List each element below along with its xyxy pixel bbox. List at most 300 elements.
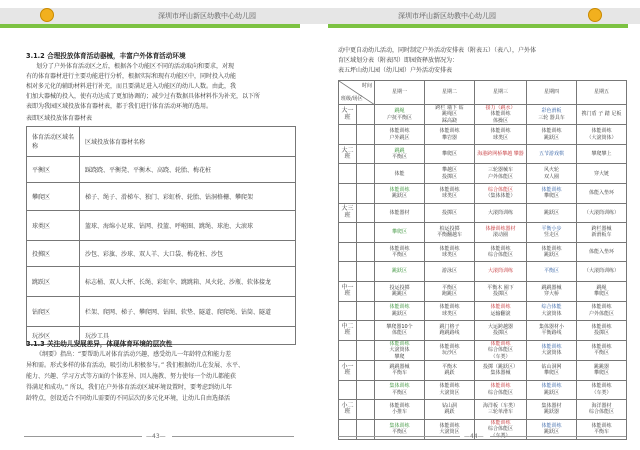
activity-line: 集体器材 xyxy=(541,403,562,410)
activity-line: 跳跃区 xyxy=(543,389,559,396)
schedule-row xyxy=(339,223,627,243)
activity-line: 投掷区 xyxy=(593,330,609,337)
activity-cell xyxy=(577,281,627,301)
page-header: 深圳市坪山新区幼教中心幼儿园 xyxy=(158,12,256,20)
activity-cell xyxy=(577,223,627,243)
activity-line: 五节游戏棋 xyxy=(538,150,564,157)
activity-cell xyxy=(577,242,627,262)
equipment-cell: 标志桶、双人大杯、长绳、彩虹伞、跳跳箱、风火轮、沙瓶、软体接龙 xyxy=(80,267,296,297)
activity-line: 玩沙区 xyxy=(441,350,457,357)
section-heading: 3.1.2 合理投放体育活动器械，丰富户外体育活动环境 xyxy=(26,52,186,60)
activity-cell xyxy=(425,144,475,164)
activity-line: 球类区 xyxy=(492,134,508,141)
activity-cell xyxy=(577,105,627,125)
session-type-cell xyxy=(357,380,375,400)
table-row xyxy=(27,297,296,327)
session-type-cell xyxy=(357,144,375,164)
activity-cell xyxy=(425,223,475,243)
footer-rule xyxy=(490,436,626,437)
session-type-cell xyxy=(357,321,375,341)
activity-line: 平衡路线 xyxy=(541,330,562,337)
schedule-row xyxy=(339,301,627,321)
activity-line: 平衡小步 xyxy=(541,226,562,233)
activity-cell xyxy=(475,105,527,125)
activity-line: 体能训练 xyxy=(591,324,612,331)
activity-line: 平衡区 xyxy=(543,268,559,275)
day-header: 星期四 xyxy=(527,81,577,105)
activity-cell xyxy=(375,360,425,380)
activity-line: （车类） xyxy=(591,389,612,396)
class-name-cell xyxy=(339,223,357,243)
activity-line: 集体训练 xyxy=(389,422,410,429)
activity-line: 柏运投掷 xyxy=(439,226,460,233)
activity-cell xyxy=(475,301,527,321)
activity-cell xyxy=(527,223,577,243)
activity-cell xyxy=(475,125,527,145)
activity-line: （大滚筒训练） xyxy=(583,209,619,216)
class-name-cell xyxy=(339,164,357,184)
activity-line: 攀爬攀上 xyxy=(591,150,612,157)
activity-line: 攀爬区 xyxy=(543,193,559,200)
class-name-cell xyxy=(339,242,357,262)
activity-cell xyxy=(475,380,527,400)
activity-line: 体能训练 xyxy=(490,340,511,347)
activity-line: 攀爬区 xyxy=(391,229,407,236)
activity-line: 投掷区 xyxy=(492,330,508,337)
equipment-cell: 栏架、爬网、梯子、攀爬网、钻圈、软垫、隧道、爬爬绳、钻筒、隧道 xyxy=(80,297,296,327)
page-number: —44— xyxy=(464,433,484,440)
activity-line: 体能训练 xyxy=(541,422,562,429)
activity-cell xyxy=(475,184,527,204)
activity-line: 综合体能区 xyxy=(487,347,513,354)
activity-line: 体能训练 xyxy=(389,186,410,193)
schedule-row xyxy=(339,262,627,282)
class-name-cell xyxy=(339,262,357,282)
activity-cell xyxy=(425,164,475,184)
activity-cell xyxy=(475,262,527,282)
table-caption: 表即区域投放体育器材表 xyxy=(26,115,93,122)
activity-cell xyxy=(425,262,475,282)
schedule-row xyxy=(339,164,627,184)
activity-cell xyxy=(425,125,475,145)
activity-line: 三轮单滑车 xyxy=(487,409,513,416)
activity-line: 海洋板（车类） xyxy=(482,403,518,410)
activity-cell xyxy=(475,281,527,301)
activity-line: 大滚筒区 xyxy=(439,389,460,396)
day-header: 星期三 xyxy=(475,81,527,105)
schedule-corner-cell xyxy=(339,81,375,105)
activity-line: 攀爬区 xyxy=(593,291,609,298)
activity-cell xyxy=(527,360,577,380)
area-cell: 平衡区 xyxy=(27,157,80,183)
activity-line: 运输翻滚 xyxy=(490,310,511,317)
activity-line: 跳跃区 xyxy=(543,252,559,259)
activity-line: 体能训练 xyxy=(591,304,612,311)
activity-line: 体能训练 xyxy=(439,186,460,193)
activity-line: 体能区 xyxy=(391,330,407,337)
schedule-row xyxy=(339,184,627,204)
activity-line: 大滚筒训练 xyxy=(487,209,513,216)
column-header-area: 体育活动区域名称 xyxy=(27,127,80,157)
session-type-cell xyxy=(357,340,375,360)
activity-cell xyxy=(577,262,627,282)
activity-cell xyxy=(375,262,425,282)
activity-line: 体能训练 xyxy=(541,343,562,350)
class-name-cell: 大三班 xyxy=(339,203,357,223)
activity-line: 投运投掷 xyxy=(389,284,410,291)
activity-line: 海洋器材 xyxy=(591,403,612,410)
equipment-cell: 踩跷跷、平衡凳、平衡木、高跷、轮胎、梅花桩 xyxy=(80,157,296,183)
activity-line: 集体器材小 xyxy=(538,324,564,331)
activity-line: 游泳区 xyxy=(441,268,457,275)
activity-cell xyxy=(475,360,527,380)
activity-line: 体能训练 xyxy=(439,343,460,350)
activity-line: 穿大桥 xyxy=(543,291,559,298)
table-row xyxy=(27,241,296,267)
activity-cell xyxy=(527,262,577,282)
activity-line: 携门盾 子 踏 足板 xyxy=(581,111,622,118)
paragraph-line: 们加大器械的投入，使有功达成了更加协调的；减少过有数据具体材料作为补充，以下所 xyxy=(26,93,261,100)
table-row xyxy=(27,157,296,183)
paragraph-line: 表即为我园区域投放体育器材表，都于我们进行体育活动环境的选用。 xyxy=(26,103,213,110)
activity-cell xyxy=(527,203,577,223)
activity-line: 体能训练 xyxy=(591,343,612,350)
activity-cell xyxy=(425,380,475,400)
activity-line: 体能训练 xyxy=(439,383,460,390)
activity-cell xyxy=(375,400,425,420)
activity-cell xyxy=(375,340,425,360)
activity-cell xyxy=(425,105,475,125)
column-header-equipment: 区域投放体育器材名称 xyxy=(80,127,296,157)
activity-cell xyxy=(577,301,627,321)
paragraph-line: 异和需。形式多样的体育活动，吸引幼儿积极参与。” 我们根据幼儿在发展、水平、 xyxy=(26,362,245,369)
activity-line: 双人圈 xyxy=(543,173,559,180)
activity-line: 大滚筒体 xyxy=(541,310,562,317)
activity-line: 体能训练 xyxy=(389,403,410,410)
activity-line: 跳跃 xyxy=(444,409,455,416)
activity-cell xyxy=(577,360,627,380)
activity-line: 体能训练 xyxy=(389,304,410,311)
activity-cell xyxy=(527,321,577,341)
page-number: —43— xyxy=(146,433,166,440)
activity-line: （大滚筒训练） xyxy=(583,268,619,275)
school-logo-icon xyxy=(40,8,54,22)
session-type-cell xyxy=(357,262,375,282)
activity-line: 体能器材 xyxy=(389,209,410,216)
session-type-cell xyxy=(357,301,375,321)
area-cell: 投掷区 xyxy=(27,241,80,267)
activity-cell xyxy=(577,184,627,204)
activity-line: 攀越区 xyxy=(441,167,457,174)
session-type-cell xyxy=(357,164,375,184)
activity-line: 跳跃器 xyxy=(543,409,559,416)
activity-line: 投掷区 xyxy=(492,291,508,298)
class-name-cell: 小一班 xyxy=(339,360,357,380)
activity-line: 体能训练 xyxy=(490,383,511,390)
activity-schedule-table xyxy=(338,80,627,440)
activity-cell xyxy=(475,242,527,262)
activity-line: 户外跳区 xyxy=(389,134,410,141)
schedule-row xyxy=(339,380,627,400)
activity-line: 跨栏 墙下 钻 xyxy=(435,105,464,111)
activity-cell xyxy=(375,301,425,321)
activity-line: 攀爬区 xyxy=(593,370,609,377)
activity-line: 大滚筒训练 xyxy=(487,268,513,275)
activity-line: 体能训练 xyxy=(490,128,511,135)
activity-line: 户抚平衡区 xyxy=(386,114,412,121)
activity-line: 投掷区 xyxy=(441,173,457,180)
activity-line: 攀爬区 xyxy=(543,370,559,377)
activity-line: 跳跃区 xyxy=(543,429,559,436)
activity-cell xyxy=(425,242,475,262)
corner-class-label: 班级/场区 xyxy=(341,95,363,102)
activity-line: 滚动圈 xyxy=(492,232,508,239)
activity-cell xyxy=(375,223,425,243)
activity-line: 户外体能区 xyxy=(487,173,513,180)
activity-cell xyxy=(375,281,425,301)
session-type-cell xyxy=(357,360,375,380)
activity-cell xyxy=(425,340,475,360)
activity-line: 钻山洞 xyxy=(441,403,457,410)
activity-cell xyxy=(425,281,475,301)
class-name-cell xyxy=(339,380,357,400)
activity-line: 跳跳器械 xyxy=(541,284,562,291)
paragraph-line: 能力、兴趣、学习方式等方面的个体差异、因人施教、努力使每一个幼儿都能获 xyxy=(26,373,237,380)
activity-line: 跳跃区 xyxy=(543,209,559,216)
activity-line: 体能训练 xyxy=(591,128,612,135)
activity-line: 投掷（跳跃区） xyxy=(482,363,518,370)
activity-cell xyxy=(577,340,627,360)
activity-line: 体能训练 xyxy=(541,128,562,135)
activity-cell xyxy=(577,380,627,400)
activity-line: 综合体能区 xyxy=(487,389,513,396)
equipment-cell: 沙包、彩旗、沙球、双人羊、大口袋、梅花桩、沙包 xyxy=(80,241,296,267)
session-type-cell xyxy=(357,281,375,301)
activity-line: 平衡车 xyxy=(391,370,407,377)
activity-line: 平衡木 xyxy=(441,363,457,370)
activity-cell xyxy=(475,144,527,164)
equipment-table xyxy=(26,126,296,345)
paragraph-line: 龄特点，创设适合不同幼儿需要的不同层次的多元化环境，让幼儿自由选择活 xyxy=(26,395,231,402)
activity-line: 体能训练 xyxy=(591,383,612,390)
activity-line: 跳跃区 xyxy=(543,134,559,141)
paragraph-line: 划分了户外体育活动区之后，根据各个功能区不同的活动取向和要求，对现 xyxy=(36,63,235,70)
page-header: 深圳市坪山新区幼教中心幼儿园 xyxy=(398,12,496,20)
activity-line: 跳跳 xyxy=(394,147,405,154)
activity-cell xyxy=(425,184,475,204)
activity-line: 平衡区 xyxy=(391,154,407,161)
activity-cell xyxy=(577,164,627,184)
activity-cell xyxy=(375,164,425,184)
session-type-cell xyxy=(357,203,375,223)
activity-line: 攀爬区 xyxy=(441,150,457,157)
activity-cell xyxy=(527,380,577,400)
activity-line: 跳跃区 xyxy=(391,193,407,200)
schedule-row xyxy=(339,125,627,145)
activity-cell xyxy=(425,321,475,341)
class-name-cell: 小二班 xyxy=(339,400,357,420)
activity-line: 体能入垫环 xyxy=(588,248,614,255)
paragraph-line: 得满足和成功。” 所以，我们在户外体育活动区域环境设置时，要考虑到幼儿年 xyxy=(26,384,233,391)
activity-line: 大滚筒体 xyxy=(389,347,410,354)
header-stripe xyxy=(0,24,300,28)
class-name-cell: 大一班 xyxy=(339,105,357,125)
activity-line: 大滚筒区 xyxy=(439,429,460,436)
activity-cell xyxy=(527,184,577,204)
activity-line: 体能 xyxy=(394,170,405,177)
activity-line: 跳跳器 xyxy=(593,363,609,370)
activity-cell xyxy=(425,203,475,223)
activity-line: 平衡区 xyxy=(391,429,407,436)
activity-line: 体能训练 xyxy=(490,111,511,118)
activity-line: 体能训练 xyxy=(490,245,511,252)
session-type-cell xyxy=(357,223,375,243)
schedule-row xyxy=(339,360,627,380)
activity-line: 攀爬 xyxy=(394,353,405,360)
activity-line: （集体体能） xyxy=(485,193,516,200)
class-name-cell: 大二班 xyxy=(339,144,357,164)
activity-cell xyxy=(375,321,425,341)
class-name-cell xyxy=(339,125,357,145)
session-type-cell xyxy=(357,184,375,204)
activity-line: 竖走区 xyxy=(543,232,559,239)
schedule-row xyxy=(339,105,627,125)
footer-rule xyxy=(172,436,294,437)
area-cell: 跳跃区 xyxy=(27,267,80,297)
table-row xyxy=(27,267,296,297)
table-row xyxy=(27,183,296,211)
activity-line: 体能训练 xyxy=(439,304,460,311)
table-header-row xyxy=(27,127,296,157)
session-type-cell xyxy=(357,105,375,125)
activity-line: 体能训练 xyxy=(439,422,460,429)
activity-line: 体能训练 xyxy=(541,186,562,193)
activity-line: 跳绳 xyxy=(394,108,405,115)
activity-line: 海港跨网桥攀越 攀器 xyxy=(477,150,524,157)
corner-time-label: 时间 xyxy=(361,83,372,89)
activity-line: 平衡区 xyxy=(391,389,407,396)
area-cell: 钻爬区 xyxy=(27,297,80,327)
activity-line: 跳跃区 xyxy=(391,268,407,275)
activity-line: 体能训练 xyxy=(439,128,460,135)
activity-line: （车类） xyxy=(490,353,511,360)
activity-line: 综合体能区 xyxy=(588,409,614,416)
activity-cell xyxy=(527,281,577,301)
day-header: 星期一 xyxy=(375,81,425,105)
activity-line: 投掷区 xyxy=(441,209,457,216)
activity-line: 综合体能 xyxy=(541,304,562,311)
schedule-row xyxy=(339,340,627,360)
section-heading: 3.1.3 关注幼儿发展差异，体现体育环境的层次性 xyxy=(26,340,173,348)
right-page xyxy=(320,0,640,450)
activity-line: 平衡翻越车 xyxy=(436,232,462,239)
activity-cell xyxy=(375,203,425,223)
activity-line: 新滑板车 xyxy=(591,232,612,239)
class-name-cell xyxy=(339,301,357,321)
activity-cell xyxy=(527,125,577,145)
activity-line: 体能训练 xyxy=(439,245,460,252)
schedule-row xyxy=(339,281,627,301)
activity-cell xyxy=(475,223,527,243)
activity-cell xyxy=(577,144,627,164)
activity-line: 户外体能区 xyxy=(588,310,614,317)
activity-line: 体能训练 xyxy=(389,340,410,347)
equipment-cell: 篮球、海绵小足球、钻网、投篮、呼啦圈、跳绳、球池、大滚球 xyxy=(80,211,296,241)
activity-cell xyxy=(475,340,527,360)
activity-cell xyxy=(527,340,577,360)
schedule-row xyxy=(339,203,627,223)
activity-cell xyxy=(375,105,425,125)
activity-line: 体能训练 xyxy=(389,128,410,135)
activity-line: 体能训练 xyxy=(591,422,612,429)
session-type-cell xyxy=(357,242,375,262)
activity-line: 攀岩器 xyxy=(441,134,457,141)
activity-cell xyxy=(527,301,577,321)
footer-rule xyxy=(338,436,460,437)
activity-line: 平衡区 xyxy=(441,284,457,291)
activity-line: 体能入垫环 xyxy=(588,190,614,197)
class-name-cell: 中二班 xyxy=(339,321,357,341)
activity-line: 跑跳区 xyxy=(441,291,457,298)
activity-line: 体能训练 xyxy=(389,245,410,252)
schedule-row xyxy=(339,321,627,341)
activity-line: 钻山洞网 xyxy=(541,363,562,370)
paragraph-line: 相对多元化的辅助材料进行补充，而且要满足进入功能区的幼儿人数。由此，我 xyxy=(26,83,237,90)
activity-line: 小推车 xyxy=(391,409,407,416)
activity-cell xyxy=(527,400,577,420)
activity-line: 三轮器械车 xyxy=(487,167,513,174)
header-stripe xyxy=(328,24,628,28)
activity-line: 风火轮 xyxy=(543,167,559,174)
activity-line: 球类区 xyxy=(441,310,457,317)
activity-cell xyxy=(527,164,577,184)
activity-line: 平衡区 xyxy=(391,252,407,259)
activity-cell xyxy=(375,242,425,262)
activity-line: 球类区 xyxy=(441,193,457,200)
activity-cell xyxy=(375,144,425,164)
activity-cell xyxy=(475,203,527,223)
paragraph-line: 有的体育器材进行主要功能进行分析，根据实际和现有功能区中，同时投入功能 xyxy=(26,73,237,80)
activity-line: 集体训练 xyxy=(389,383,410,390)
school-logo-icon xyxy=(588,8,602,22)
activity-line: 跑跳路线 xyxy=(439,330,460,337)
activity-line: 攀爬器10个 xyxy=(386,324,413,331)
footer-rule xyxy=(24,436,142,437)
activity-line: 彩色滑板 xyxy=(541,108,562,115)
activity-line: 跳绳区 xyxy=(441,111,457,118)
activity-line: 穿大链 xyxy=(593,170,609,177)
schedule-header-row xyxy=(339,81,627,105)
activity-cell xyxy=(577,400,627,420)
activity-line: 综合体能区 xyxy=(487,186,513,193)
day-header: 星期五 xyxy=(577,81,627,105)
activity-cell xyxy=(425,301,475,321)
activity-cell xyxy=(375,184,425,204)
activity-line: 综合体能区 xyxy=(487,426,513,433)
activity-line: 体操区 xyxy=(492,117,508,124)
activity-line: 平衡车 xyxy=(593,429,609,436)
activity-line: 跨栏器械 xyxy=(591,226,612,233)
activity-line: 跳绳 xyxy=(596,284,607,291)
activity-cell xyxy=(375,380,425,400)
activity-cell xyxy=(475,164,527,184)
activity-line: 平衡区 xyxy=(593,350,609,357)
activity-line: 体能训练 xyxy=(541,383,562,390)
activity-line: 体能训练 xyxy=(541,245,562,252)
table-caption: 表五坪山幼儿园（幼儿园）户外活动安排表 xyxy=(338,67,453,74)
activity-cell xyxy=(577,125,627,145)
class-name-cell: 中一班 xyxy=(339,281,357,301)
